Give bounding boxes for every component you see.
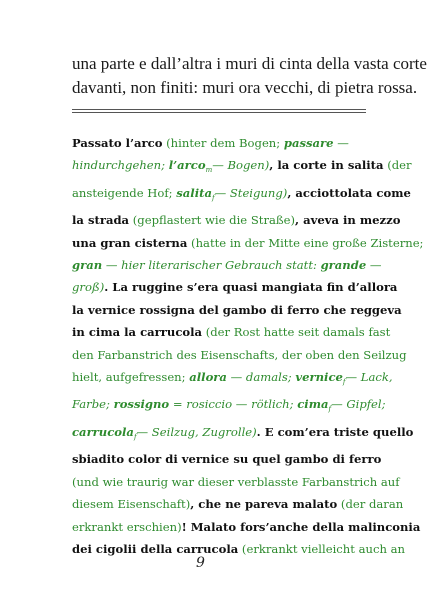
previous-paragraph xyxy=(72,52,427,100)
gloss: Farbe; xyxy=(72,397,114,412)
section-rule-bottom xyxy=(72,112,366,113)
page-number: 9 xyxy=(196,555,205,571)
line-4 xyxy=(72,209,401,231)
line-2 xyxy=(72,154,412,181)
line-1 xyxy=(72,132,364,154)
annotated-paragraph xyxy=(72,132,424,560)
italian-phrase: Passato l’arco xyxy=(72,136,163,150)
previous-paragraph-line-1: una parte e dall’altra i muri di cinta della vasta corte xyxy=(72,54,427,73)
gloss-term: passare xyxy=(283,136,334,150)
gender-marker: f xyxy=(133,432,137,441)
gloss: hindurchgehen; xyxy=(72,158,169,173)
translation: hielt, aufgefressen; xyxy=(72,370,190,385)
italian-phrase: , aveva in mezzo xyxy=(295,213,401,228)
section-rule-top xyxy=(72,109,366,110)
italian-phrase: sbiadito color di vernice su quel gambo di ferro xyxy=(72,452,382,467)
line-7 xyxy=(72,276,398,298)
gloss-term: carrucola xyxy=(72,424,134,439)
italian-phrase: , che ne pareva malato xyxy=(190,497,338,512)
gloss-term: rossigno xyxy=(113,397,170,412)
gloss: — Gipfel; xyxy=(331,397,386,412)
line-12 xyxy=(72,393,386,420)
translation: (der daran xyxy=(337,497,404,512)
gloss: — Bogen) xyxy=(212,158,270,173)
translation: (der xyxy=(383,158,412,173)
line-15 xyxy=(72,471,400,493)
gloss-term: gran xyxy=(72,258,103,273)
line-10 xyxy=(72,344,407,366)
italian-phrase: in cima la carrucola xyxy=(72,325,203,340)
gender-marker: f xyxy=(211,193,215,202)
gloss-term: grande xyxy=(320,258,367,273)
gloss: — hier literarischer Gebrauch statt: xyxy=(102,258,321,273)
translation: (und wie traurig war dieser verblasste Farbanstrich auf xyxy=(72,474,400,489)
gloss-term: cima xyxy=(297,397,329,412)
gloss: = rosiccio — rötlich; xyxy=(169,397,298,412)
translation: (hatte in der Mitte eine große Zisterne; xyxy=(187,235,424,250)
italian-phrase: . La ruggine s’era quasi mangiata fin d’allora xyxy=(104,280,398,295)
line-17 xyxy=(72,516,421,538)
translation: den Farbanstrich des Eisenschafts, der oben den Seilzug xyxy=(72,347,407,362)
italian-phrase: la strada xyxy=(72,213,130,228)
translation: diesem Eisenschaft) xyxy=(72,497,191,512)
translation: erkrankt erschien) xyxy=(72,519,182,534)
gloss: — Lack, xyxy=(345,370,393,385)
italian-phrase: ! Malato fors’anche della malinconia xyxy=(181,519,421,534)
translation: (der Rost hatte seit damals fast xyxy=(202,325,391,340)
gloss: groß) xyxy=(72,280,105,295)
italian-phrase: la vernice rossigna del gambo di ferro che reggeva xyxy=(72,302,402,317)
gloss-term: l’arco xyxy=(168,158,206,173)
gloss-term: vernice xyxy=(295,370,343,385)
translation: ansteigende Hof; xyxy=(72,185,177,200)
translation: (erkrankt vielleicht auch an xyxy=(238,541,405,556)
gender-marker: f xyxy=(328,405,332,414)
line-14 xyxy=(72,448,382,470)
italian-phrase: , acciottolata come xyxy=(287,185,411,200)
italian-phrase: . E com’era triste quello xyxy=(256,424,414,439)
line-6 xyxy=(72,254,382,276)
gloss: — damals; xyxy=(226,370,296,385)
gloss: — xyxy=(366,258,382,273)
gloss-term: salita xyxy=(176,185,212,200)
line-16 xyxy=(72,493,404,515)
gloss: — xyxy=(333,136,349,150)
italian-phrase: , la corte in salita xyxy=(269,158,384,173)
italian-phrase: dei cigolii della carrucola xyxy=(72,541,239,556)
gloss: — Seilzug, Zugrolle) xyxy=(136,424,257,439)
line-5 xyxy=(72,232,424,254)
line-8 xyxy=(72,299,402,321)
line-13 xyxy=(72,421,414,448)
line-3 xyxy=(72,182,411,209)
italian-phrase: una gran cisterna xyxy=(72,235,188,250)
line-9 xyxy=(72,321,391,343)
gloss-term: allora xyxy=(189,370,227,385)
gender-marker: m xyxy=(205,166,213,175)
gloss: — Steigung) xyxy=(214,185,288,200)
previous-paragraph-line-2: davanti, non finiti: muri ora vecchi, di pietra rossa. xyxy=(72,78,418,97)
line-11 xyxy=(72,366,393,393)
translation: (hinter dem Bogen; xyxy=(162,136,284,150)
gender-marker: f xyxy=(342,378,346,387)
translation: (gepflastert wie die Straße) xyxy=(129,213,296,228)
